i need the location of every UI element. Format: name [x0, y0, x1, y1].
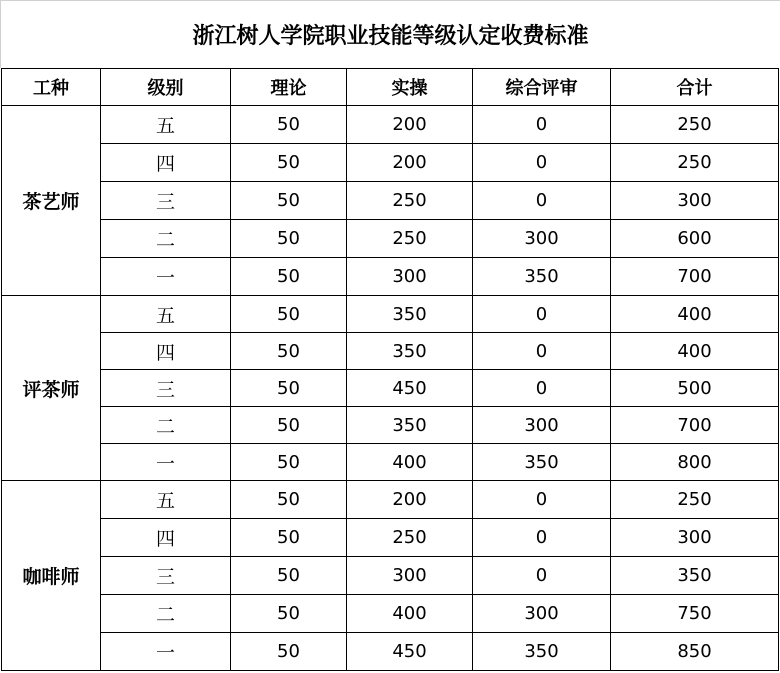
total-fee-cell[interactable]: 400 [611, 333, 779, 370]
theory-fee-cell[interactable]: 50 [231, 182, 347, 220]
header-cell-type[interactable]: 工种 [2, 69, 101, 106]
table-row [2, 633, 779, 671]
table-row [2, 220, 779, 258]
theory-fee-cell[interactable]: 50 [231, 407, 347, 444]
practice-fee-cell[interactable]: 400 [347, 444, 473, 481]
header-cell-practice[interactable]: 实操 [347, 69, 473, 106]
level-cell[interactable]: 三 [101, 182, 231, 220]
review-fee-cell[interactable]: 0 [473, 296, 611, 333]
table-row [2, 333, 779, 370]
review-fee-cell[interactable]: 0 [473, 182, 611, 220]
total-fee-cell[interactable]: 250 [611, 106, 779, 144]
header-cell-level[interactable]: 级别 [101, 69, 231, 106]
theory-fee-cell[interactable]: 50 [231, 144, 347, 182]
theory-fee-cell[interactable]: 50 [231, 220, 347, 258]
practice-fee-cell[interactable]: 350 [347, 296, 473, 333]
table-row [2, 144, 779, 182]
work-type-cell[interactable]: 茶艺师 [2, 106, 101, 296]
practice-fee-cell[interactable]: 350 [347, 407, 473, 444]
table-row [2, 519, 779, 557]
review-fee-cell[interactable]: 300 [473, 595, 611, 633]
page-title: 浙江树人学院职业技能等级认定收费标准 [0, 0, 780, 68]
header-cell-review[interactable]: 综合评审 [473, 69, 611, 106]
table-row [2, 557, 779, 595]
review-fee-cell[interactable]: 300 [473, 220, 611, 258]
review-fee-cell[interactable]: 0 [473, 370, 611, 407]
review-fee-cell[interactable]: 0 [473, 106, 611, 144]
total-fee-cell[interactable]: 350 [611, 557, 779, 595]
review-fee-cell[interactable]: 350 [473, 633, 611, 671]
level-cell[interactable]: 四 [101, 519, 231, 557]
table-row [2, 407, 779, 444]
level-cell[interactable]: 一 [101, 633, 231, 671]
practice-fee-cell[interactable]: 200 [347, 106, 473, 144]
theory-fee-cell[interactable]: 50 [231, 444, 347, 481]
level-cell[interactable]: 一 [101, 444, 231, 481]
work-type-cell[interactable]: 评茶师 [2, 296, 101, 481]
work-type-cell[interactable]: 咖啡师 [2, 481, 101, 671]
practice-fee-cell[interactable]: 450 [347, 370, 473, 407]
total-fee-cell[interactable]: 250 [611, 144, 779, 182]
total-fee-cell[interactable]: 300 [611, 182, 779, 220]
header-cell-total[interactable]: 合计 [611, 69, 779, 106]
level-cell[interactable]: 四 [101, 144, 231, 182]
practice-fee-cell[interactable]: 300 [347, 557, 473, 595]
fee-table [1, 68, 779, 671]
level-cell[interactable]: 五 [101, 106, 231, 144]
practice-fee-cell[interactable]: 250 [347, 519, 473, 557]
level-cell[interactable]: 二 [101, 407, 231, 444]
level-cell[interactable]: 二 [101, 595, 231, 633]
review-fee-cell[interactable]: 350 [473, 258, 611, 296]
review-fee-cell[interactable]: 0 [473, 481, 611, 519]
table-row [2, 481, 779, 519]
review-fee-cell[interactable]: 0 [473, 144, 611, 182]
review-fee-cell[interactable]: 0 [473, 557, 611, 595]
table-row [2, 106, 779, 144]
review-fee-cell[interactable]: 300 [473, 407, 611, 444]
review-fee-cell[interactable]: 0 [473, 333, 611, 370]
table-body [2, 106, 779, 671]
total-fee-cell[interactable]: 700 [611, 407, 779, 444]
header-row [2, 69, 779, 106]
theory-fee-cell[interactable]: 50 [231, 296, 347, 333]
table-row [2, 182, 779, 220]
total-fee-cell[interactable]: 300 [611, 519, 779, 557]
total-fee-cell[interactable]: 600 [611, 220, 779, 258]
level-cell[interactable]: 一 [101, 258, 231, 296]
theory-fee-cell[interactable]: 50 [231, 370, 347, 407]
theory-fee-cell[interactable]: 50 [231, 481, 347, 519]
theory-fee-cell[interactable]: 50 [231, 519, 347, 557]
theory-fee-cell[interactable]: 50 [231, 595, 347, 633]
total-fee-cell[interactable]: 850 [611, 633, 779, 671]
table-row [2, 370, 779, 407]
theory-fee-cell[interactable]: 50 [231, 258, 347, 296]
practice-fee-cell[interactable]: 300 [347, 258, 473, 296]
total-fee-cell[interactable]: 250 [611, 481, 779, 519]
level-cell[interactable]: 五 [101, 481, 231, 519]
level-cell[interactable]: 五 [101, 296, 231, 333]
theory-fee-cell[interactable]: 50 [231, 333, 347, 370]
table-row [2, 444, 779, 481]
header-cell-theory[interactable]: 理论 [231, 69, 347, 106]
review-fee-cell[interactable]: 350 [473, 444, 611, 481]
table-row [2, 258, 779, 296]
practice-fee-cell[interactable]: 250 [347, 182, 473, 220]
practice-fee-cell[interactable]: 250 [347, 220, 473, 258]
level-cell[interactable]: 二 [101, 220, 231, 258]
review-fee-cell[interactable]: 0 [473, 519, 611, 557]
level-cell[interactable]: 四 [101, 333, 231, 370]
theory-fee-cell[interactable]: 50 [231, 633, 347, 671]
level-cell[interactable]: 三 [101, 370, 231, 407]
total-fee-cell[interactable]: 500 [611, 370, 779, 407]
table-row [2, 595, 779, 633]
theory-fee-cell[interactable]: 50 [231, 106, 347, 144]
total-fee-cell[interactable]: 700 [611, 258, 779, 296]
practice-fee-cell[interactable]: 400 [347, 595, 473, 633]
total-fee-cell[interactable]: 800 [611, 444, 779, 481]
total-fee-cell[interactable]: 750 [611, 595, 779, 633]
practice-fee-cell[interactable]: 350 [347, 333, 473, 370]
theory-fee-cell[interactable]: 50 [231, 557, 347, 595]
practice-fee-cell[interactable]: 200 [347, 144, 473, 182]
level-cell[interactable]: 三 [101, 557, 231, 595]
practice-fee-cell[interactable]: 200 [347, 481, 473, 519]
practice-fee-cell[interactable]: 450 [347, 633, 473, 671]
total-fee-cell[interactable]: 400 [611, 296, 779, 333]
table-row [2, 296, 779, 333]
